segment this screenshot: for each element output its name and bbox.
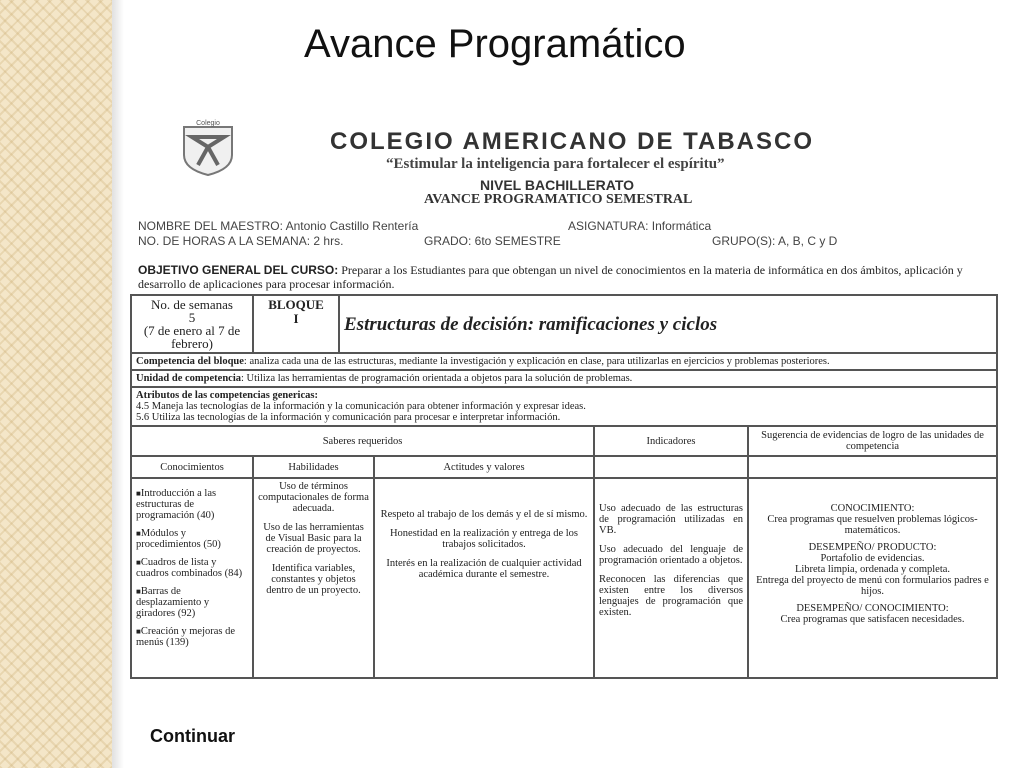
- sugerencia-header: Sugerencia de evidencias de logro de las unidades de competencia: [748, 426, 997, 456]
- evidence-label: DESEMPEÑO/ CONOCIMIENTO: Crea programas que satisfacen necesidades.: [780, 603, 965, 625]
- evidencias-list: [748, 478, 997, 678]
- list-item: Uso adecuado de las estructuras de programación utilizadas en VB.: [599, 503, 743, 536]
- actitudes-header: Actitudes y valores: [374, 456, 594, 478]
- indicadores-list: [594, 478, 748, 678]
- list-item: Uso de las herramientas de Visual Basic para la creación de proyectos.: [263, 522, 364, 555]
- list-item: Uso de términos computacionales de forma adecuada.: [258, 481, 369, 514]
- saberes-header: Saberes requeridos: [131, 426, 594, 456]
- block-title: Estructuras de decisión: ramificaciones y ciclos: [339, 295, 997, 353]
- continue-link[interactable]: Continuar: [150, 726, 235, 746]
- empty-cell: [748, 456, 997, 478]
- conocimientos-header: Conocimientos: [131, 456, 253, 478]
- unidad-text: : Utiliza las herramientas de programación orientada a objetos para la solución de problemas.: [241, 373, 633, 384]
- indicadores-header: Indicadores: [594, 426, 748, 456]
- course-objective: [138, 263, 1008, 291]
- grade: GRADO: 6to SEMESTRE: [424, 234, 561, 248]
- list-item: Respeto al trabajo de los demás y el de sí mismo.: [380, 509, 588, 520]
- education-level: NIVEL BACHILLERATO: [480, 177, 635, 193]
- evidence-label: DESEMPEÑO/ PRODUCTO: Portafolio de evidencias. Libreta limpia, ordenada y completa. Entrega del proyecto de menú con formularios padres e hijos.: [756, 542, 989, 597]
- bloque-cell: [253, 295, 339, 353]
- atributos-label: Atributos de las competencias genericas:: [136, 390, 318, 401]
- side-shadow: [112, 0, 124, 768]
- school-motto: “Estimular la inteligencia para fortalecer el espíritu”: [386, 156, 725, 172]
- competencia-label: Competencia del bloque: [136, 356, 244, 367]
- slide-title: Avance Programático: [304, 22, 686, 66]
- school-name: COLEGIO AMERICANO DE TABASCO: [330, 128, 815, 155]
- list-item: Interés en la realización de cualquier actividad académica durante el semestre.: [386, 558, 582, 580]
- objective-label: OBJETIVO GENERAL DEL CURSO:: [138, 263, 339, 277]
- weeks-cell: [131, 295, 253, 353]
- program-table: [130, 294, 998, 679]
- evidence-label: CONOCIMIENTO: Crea programas que resuelven problemas lógicos-matemáticos.: [767, 503, 978, 536]
- competencia-text: : analiza cada una de las estructuras, mediante la investigación y explicación en clase, para utilizarlas en ejercicios y problemas posteriores.: [243, 356, 830, 367]
- competencia-row: [131, 353, 997, 370]
- document-subtitle: AVANCE PROGRAMATICO SEMESTRAL: [424, 192, 693, 207]
- atributos-row: [131, 387, 997, 426]
- weeks-label: No. de semanas: [151, 297, 233, 312]
- weeks-value: 5: [188, 310, 196, 325]
- habilidades-list: [253, 478, 374, 678]
- empty-cell: [594, 456, 748, 478]
- decorative-side-pattern: [0, 0, 112, 768]
- weeks-dates: (7 de enero al 7 de febrero): [143, 323, 241, 351]
- list-item: ■Introducción a las estructuras de programación (40): [136, 488, 217, 521]
- unidad-label: Unidad de competencia: [136, 373, 241, 384]
- teacher-name: NOMBRE DEL MAESTRO: Antonio Castillo Rentería: [138, 219, 419, 233]
- logo-label: Colegio: [196, 120, 220, 127]
- list-item: ■Creación y mejoras de menús (139): [136, 626, 236, 648]
- groups: GRUPO(S): A, B, C y D: [712, 234, 838, 248]
- list-item: ■Cuadros de lista y cuadros combinados (84): [136, 557, 243, 579]
- list-item: Identifica variables, constantes y objetos dentro de un proyecto.: [266, 563, 361, 596]
- list-item: Uso adecuado del lenguaje de programación orientado a objetos.: [599, 544, 743, 566]
- habilidades-header: Habilidades: [253, 456, 374, 478]
- bloque-label: BLOQUE: [268, 297, 324, 312]
- list-item: Honestidad en la realización y entrega de los trabajos solicitados.: [389, 528, 579, 550]
- atributos-item: 4.5 Maneja las tecnologías de la información y la comunicación para obtener información y expresar ideas.: [136, 401, 586, 412]
- objective-text: Preparar a los Estudiantes para que obtengan un nivel de conocimientos en la materia de informática en dos ámbitos, aplicación y desarrollo de aplicaciones para procesar información.: [138, 263, 963, 291]
- list-item: ■Módulos y procedimientos (50): [136, 528, 221, 550]
- atributos-item: 5.6 Utiliza las tecnologías de la información y comunicación para procesar e interpretar información.: [136, 412, 561, 423]
- conocimientos-list: [131, 478, 253, 678]
- unidad-row: [131, 370, 997, 387]
- school-logo: [178, 117, 238, 177]
- weekly-hours: NO. DE HORAS A LA SEMANA: 2 hrs.: [138, 234, 344, 248]
- bloque-value: I: [293, 311, 299, 326]
- list-item: ■Barras de desplazamiento y giradores (92): [136, 586, 210, 619]
- subject-name: ASIGNATURA: Informática: [568, 219, 712, 233]
- list-item: Reconocen las diferencias que existen entre los diversos lenguajes de programación que existen.: [599, 574, 743, 618]
- actitudes-list: [374, 478, 594, 678]
